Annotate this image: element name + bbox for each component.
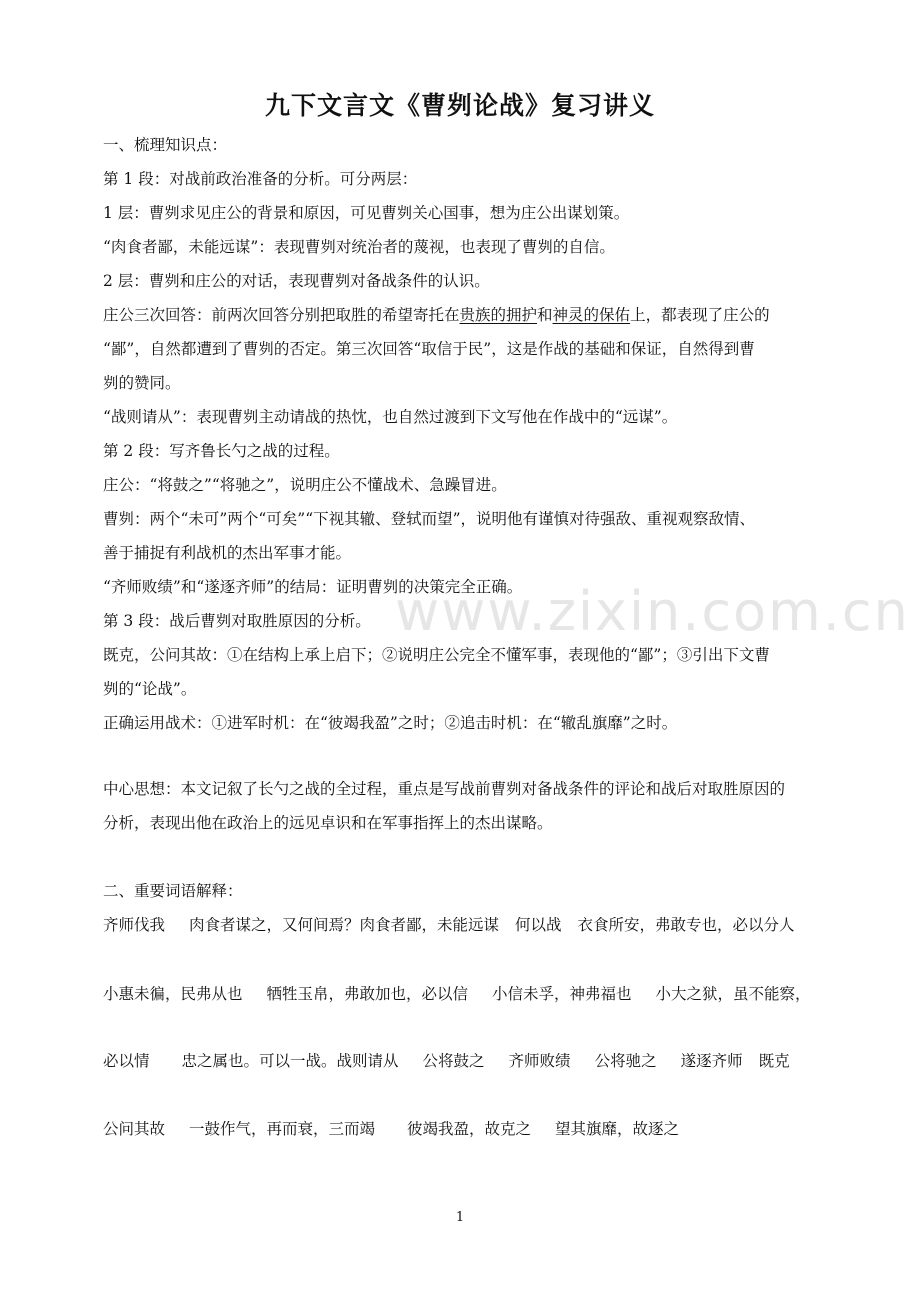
section1-heading: 一、梳理知识点： <box>103 136 228 154</box>
vocab-row <box>103 914 823 936</box>
text-span: 上，都表现了庄公的 <box>630 306 770 324</box>
underlined-phrase: 贵族的拥护 <box>459 306 538 324</box>
vocab-row <box>103 983 823 1005</box>
vocab-phrase: 彼竭我盈，故克之 <box>407 1120 532 1138</box>
vocab-phrase: 牺牲玉帛，弗敢加也，必以信 <box>266 985 469 1003</box>
vocab-phrase: 小信未孚，神弗福也 <box>492 985 632 1003</box>
vocab-phrase: 何以战 <box>515 916 562 934</box>
vocab-phrase: 小大之狱，虽不能察， <box>655 985 811 1003</box>
paragraph-line: “肉食者鄙，未能远谋”：表现曹刿对统治者的蔑视，也表现了曹刿的自信。 <box>103 238 615 256</box>
vocab-phrase: 公将驰之 <box>594 1052 657 1070</box>
vocab-phrase: 齐师伐我 <box>103 916 166 934</box>
paragraph-line: 正确运用战术：①进军时机：在“彼竭我盈”之时；②追击时机：在“辙乱旗靡”之时。 <box>103 714 678 732</box>
vocab-phrase: 遂逐齐师 <box>680 1052 743 1070</box>
vocab-phrase: 衣食所安，弗敢专也，必以分人 <box>577 916 795 934</box>
underlined-phrase: 神灵的保佑 <box>552 306 631 324</box>
vocab-phrase: 小惠未徧，民弗从也 <box>103 985 243 1003</box>
vocab-phrase: 忠之属也。可以一战。战则请从 <box>181 1052 399 1070</box>
paragraph-line: 善于捕捉有利战机的杰出军事才能。 <box>103 544 352 562</box>
vocab-phrase: 一鼓作气，再而衰，三而竭 <box>189 1120 376 1138</box>
paragraph-line: 曹刿：两个“未可”两个“可矣”“下视其辙、登轼而望”，说明他有谨慎对待强敌、重视观察敌情、 <box>103 510 756 528</box>
vocab-phrase: 既克 <box>758 1052 790 1070</box>
page-number: 1 <box>455 1210 465 1225</box>
vocab-phrase: 肉食者谋之，又何间焉？肉食者鄙，未能远谋 <box>189 916 500 934</box>
paragraph-line: 既克，公问其故：①在结构上承上启下；②说明庄公完全不懂军事，表现他的“鄙”；③引出下文曹 <box>103 646 770 664</box>
paragraph-line: “鄙”，自然都遭到了曹刿的否定。第三次回答“取信于民”，这是作战的基础和保证，自然得到曹 <box>103 340 755 358</box>
paragraph-line: 第 2 段：写齐鲁长勺之战的过程。 <box>103 442 340 460</box>
vocab-phrase: 望其旗靡，故逐之 <box>555 1120 680 1138</box>
text-span: 和 <box>537 306 553 324</box>
paragraph-line: “战则请从”：表现曹刿主动请战的热忱，也自然过渡到下文写他在作战中的“远谋”。 <box>103 408 678 426</box>
text-span: 庄公三次回答：前两次回答分别把取胜的希望寄托在 <box>103 306 460 324</box>
page-title: 九下文言文《曹刿论战》复习讲义 <box>264 91 655 120</box>
paragraph-line: 1 层：曹刿求见庄公的背景和原因，可见曹刿关心国事，想为庄公出谋划策。 <box>103 204 630 222</box>
vocab-phrase: 必以情 <box>103 1052 150 1070</box>
paragraph-line: “齐师败绩”和“遂逐齐师”的结局：证明曹刿的决策完全正确。 <box>103 578 523 596</box>
paragraph-line <box>103 304 823 326</box>
vocab-row <box>103 1118 823 1140</box>
section2-heading: 二、重要词语解释： <box>103 882 243 900</box>
paragraph-line: 庄公：“将鼓之”“将驰之”，说明庄公不懂战术、急躁冒进。 <box>103 476 507 494</box>
vocab-phrase: 齐师败绩 <box>508 1052 571 1070</box>
central-idea-line: 分析，表现出他在政治上的远见卓识和在军事指挥上的杰出谋略。 <box>103 814 553 832</box>
paragraph-line: 第 3 段：战后曹刿对取胜原因的分析。 <box>103 612 371 630</box>
paragraph-line: 刿的“论战”。 <box>103 680 197 698</box>
vocab-row <box>103 1050 823 1072</box>
paragraph-line: 第 1 段：对战前政治准备的分析。可分两层： <box>103 170 418 188</box>
paragraph-line: 2 层：曹刿和庄公的对话，表现曹刿对备战条件的认识。 <box>103 272 490 290</box>
central-idea-line: 中心思想：本文记叙了长勺之战的全过程，重点是写战前曹刿对备战条件的评论和战后对取胜原因的 <box>103 780 786 798</box>
paragraph-line: 刿的赞同。 <box>103 374 181 392</box>
watermark: www.zixin.com.cn <box>395 580 910 643</box>
vocab-phrase: 公将鼓之 <box>422 1052 485 1070</box>
vocab-phrase: 公问其故 <box>103 1120 166 1138</box>
